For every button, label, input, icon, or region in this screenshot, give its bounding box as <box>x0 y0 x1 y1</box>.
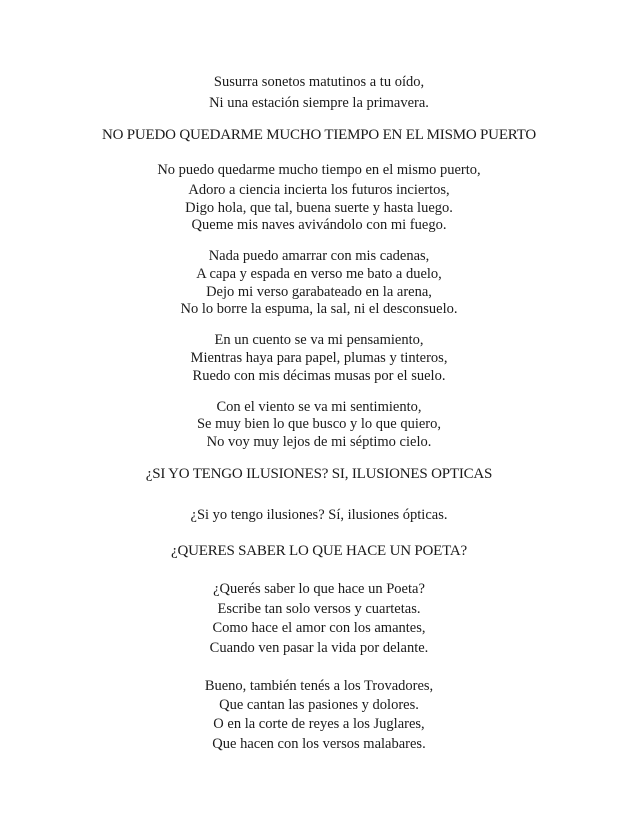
verse-line: Queme mis naves avivándolo con mi fuego. <box>191 217 447 233</box>
verse-line: Como hace el amor con los amantes, <box>212 620 426 636</box>
verse-line: No voy muy lejos de mi séptimo cielo. <box>206 434 432 450</box>
verse-line: Con el viento se va mi sentimiento, <box>216 399 422 415</box>
verse-line: Ni una estación siempre la primavera. <box>209 95 429 111</box>
verse-line: Digo hola, que tal, buena suerte y hasta luego. <box>185 200 453 216</box>
verse-line: Dejo mi verso garabateado en la arena, <box>206 284 432 300</box>
verse-line: Mientras haya para papel, plumas y tinteros, <box>190 350 448 366</box>
verse-line: Bueno, también tenés a los Trovadores, <box>204 678 434 694</box>
verse-line: Escribe tan solo versos y cuartetas. <box>217 601 421 617</box>
verse-line: Cuando ven pasar la vida por delante. <box>209 640 429 656</box>
verse-line: A capa y espada en verso me bato a duelo, <box>196 266 442 282</box>
poem-title: NO PUEDO QUEDARME MUCHO TIEMPO EN EL MISMO PUERTO <box>101 127 537 143</box>
verse-line: Susurra sonetos matutinos a tu oído, <box>213 74 425 90</box>
verse-line: Que cantan las pasiones y dolores. <box>219 697 419 713</box>
poem-title: ¿SI YO TENGO ILUSIONES? SI, ILUSIONES OPTICAS <box>145 466 493 482</box>
verse-line: No lo borre la espuma, la sal, ni el desconsuelo. <box>180 301 458 317</box>
verse-line: Ruedo con mis décimas musas por el suelo. <box>192 368 446 384</box>
verse-line: En un cuento se va mi pensamiento, <box>214 332 424 348</box>
verse-line: ¿Si yo tengo ilusiones? Sí, ilusiones ópticas. <box>190 507 448 523</box>
verse-line: Adoro a ciencia incierta los futuros inciertos, <box>188 182 450 198</box>
poem-title: ¿QUERES SABER LO QUE HACE UN POETA? <box>171 543 467 559</box>
verse-line: Nada puedo amarrar con mis cadenas, <box>208 248 430 264</box>
verse-line: O en la corte de reyes a los Juglares, <box>213 716 425 732</box>
verse-line: ¿Querés saber lo que hace un Poeta? <box>213 581 425 597</box>
verse-line: Se muy bien lo que busco y lo que quiero, <box>196 416 442 432</box>
verse-line: Que hacen con los versos malabares. <box>212 736 426 752</box>
verse-line: No puedo quedarme mucho tiempo en el mismo puerto, <box>157 162 481 178</box>
